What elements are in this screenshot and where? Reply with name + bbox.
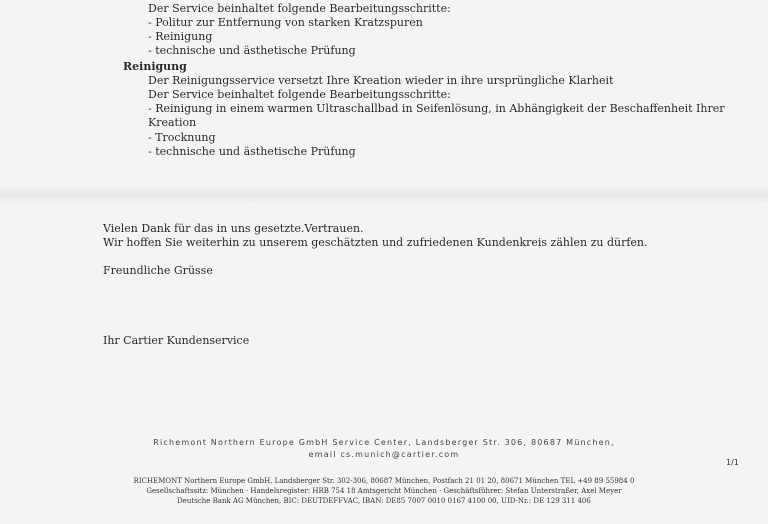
- reinigung-step-1a: [148, 102, 725, 115]
- footer-service-center: Richemont Northern Europe GmbH Service Center, Landsberger Str. 306, 80687 München,: [153, 438, 615, 447]
- reinigung-intro: Der Service beinhaltet folgende Bearbeitungsschritte:: [148, 88, 451, 101]
- reinigung-step-1-continuation: Kreation: [148, 116, 197, 129]
- page-number: 1/1: [726, 458, 739, 467]
- thanks-line: Vielen Dank für das in uns gesetzte.Vertrauen.: [103, 222, 364, 235]
- paper-fold: [0, 186, 768, 204]
- hope-line: Wir hoffen Sie weiterhin zu unserem geschätzten und zufriedenen Kundenkreis zählen zu dürfen.: [103, 236, 648, 249]
- footer-legal-line: RICHEMONT Northern Europe GmbH, Landsberger Str. 302-306, 80687 München, Postfach 21 01 20, 80671 München TEL +49 89 55984 0: [133, 477, 635, 485]
- footer-legal-line: Gesellschaftssitz: München · Handelsregister: HRB 754 18 Amtsgericht München · Geschäftsführer: Stefan Unterstraßer, Axel Meyer: [146, 487, 622, 495]
- reinigung-description: Der Reinigungsservice versetzt Ihre Kreation wieder in ihre ursprüngliche Klarheit: [148, 74, 614, 87]
- politur-step: - Politur zur Entfernung von starken Kratzspuren: [148, 16, 423, 29]
- reinigung-step-1: - Reinigung in einem warmen Ultraschallbad in Seifenlösung, in Abhängigkeit der Beschaffenheit Ihrer: [148, 102, 725, 115]
- politur-step: - Reinigung: [148, 30, 213, 43]
- signature: Ihr Cartier Kundenservice: [103, 334, 250, 347]
- footer-legal-line: Deutsche Bank AG München, BIC: DEUTDEFFVAC, IBAN: DE85 7007 0010 0167 4100 00, UID-Nr.: DE 129 311 406: [177, 497, 591, 505]
- footer-email: email cs.munich@cartier.com: [308, 450, 460, 459]
- reinigung-step-3: - technische und ästhetische Prüfung: [148, 145, 356, 158]
- reinigung-step-2: - Trocknung: [148, 131, 216, 144]
- politur-intro: Der Service beinhaltet folgende Bearbeitungsschritte:: [148, 2, 451, 15]
- politur-step: - technische und ästhetische Prüfung: [148, 44, 356, 57]
- greeting: Freundliche Grüsse: [103, 264, 213, 277]
- reinigung-heading: Reinigung: [123, 60, 187, 73]
